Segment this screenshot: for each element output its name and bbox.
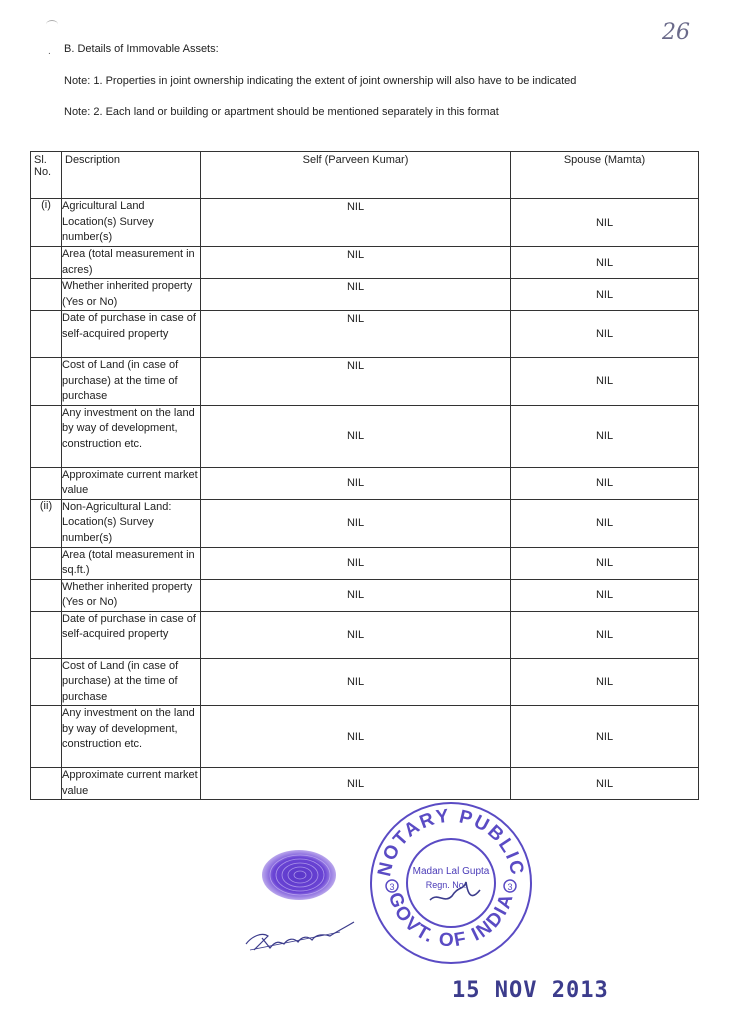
table-row xyxy=(31,706,699,768)
spouse-value-cell: NIL xyxy=(511,611,699,658)
description-cell: Cost of Land (in case of purchase) at the time of purchase xyxy=(62,658,201,706)
note-1: Note: 1. Properties in joint ownership indicating the extent of joint ownership will also have to be indicated xyxy=(64,75,577,87)
header-spouse: Spouse (Mamta) xyxy=(511,152,699,199)
sl-cell xyxy=(31,405,62,467)
svg-text:3: 3 xyxy=(389,882,395,892)
signature xyxy=(240,906,360,956)
sl-cell xyxy=(31,768,62,800)
header-sl: Sl. No. xyxy=(31,152,62,199)
description-cell: Agricultural Land Location(s) Survey number(s) xyxy=(62,199,201,247)
self-value-cell: NIL xyxy=(201,499,511,547)
self-value-cell: NIL xyxy=(201,405,511,467)
stamp-bottom-text: GOVT. OF INDIA xyxy=(383,889,519,952)
table-row xyxy=(31,358,699,406)
spouse-value-cell: NIL xyxy=(511,247,699,279)
table-row xyxy=(31,279,699,311)
stamp-top-text: NOTARY PUBLIC xyxy=(374,805,528,879)
spouse-value-cell: NIL xyxy=(511,467,699,499)
spouse-value-cell: NIL xyxy=(511,768,699,800)
bullet-dot: . xyxy=(48,46,51,57)
section-heading: B. Details of Immovable Assets: xyxy=(64,43,219,55)
table-row xyxy=(31,467,699,499)
self-value-cell: NIL xyxy=(201,311,511,358)
self-value-cell: NIL xyxy=(201,611,511,658)
table-row xyxy=(31,658,699,706)
svg-text:GOVT. OF INDIA xyxy=(384,890,518,951)
self-value-cell: NIL xyxy=(201,279,511,311)
self-value-cell: NIL xyxy=(201,658,511,706)
sl-cell xyxy=(31,279,62,311)
self-value-cell: NIL xyxy=(201,358,511,406)
table-row xyxy=(31,405,699,467)
sl-cell xyxy=(31,467,62,499)
sl-cell xyxy=(31,658,62,706)
page-number: 26 xyxy=(662,20,690,45)
sl-cell xyxy=(31,579,62,611)
table-row xyxy=(31,247,699,279)
description-cell: Any investment on the land by way of development, construction etc. xyxy=(62,706,201,768)
spouse-value-cell: NIL xyxy=(511,706,699,768)
self-value-cell: NIL xyxy=(201,768,511,800)
description-cell: Cost of Land (in case of purchase) at the time of purchase xyxy=(62,358,201,406)
table-row xyxy=(31,611,699,658)
table-row xyxy=(31,499,699,547)
description-cell: Whether inherited property (Yes or No) xyxy=(62,279,201,311)
spouse-value-cell: NIL xyxy=(511,579,699,611)
description-cell: Approximate current market value xyxy=(62,467,201,499)
sl-cell xyxy=(31,311,62,358)
notary-stamp xyxy=(368,800,534,966)
spouse-value-cell: NIL xyxy=(511,279,699,311)
table-row xyxy=(31,199,699,247)
self-value-cell: NIL xyxy=(201,247,511,279)
spouse-value-cell: NIL xyxy=(511,547,699,579)
stamp-regn: Regn. No. xyxy=(425,880,467,890)
self-value-cell: NIL xyxy=(201,706,511,768)
sl-cell xyxy=(31,611,62,658)
self-value-cell: NIL xyxy=(201,579,511,611)
date-stamp: 15 NOV 2013 xyxy=(452,978,609,1003)
description-cell: Area (total measurement in sq.ft.) xyxy=(62,547,201,579)
spouse-value-cell: NIL xyxy=(511,658,699,706)
thumb-impression xyxy=(260,848,338,902)
sl-cell xyxy=(31,547,62,579)
header-self: Self (Parveen Kumar) xyxy=(201,152,511,199)
sl-cell xyxy=(31,706,62,768)
description-cell: Date of purchase in case of self-acquired property xyxy=(62,611,201,658)
table-row xyxy=(31,579,699,611)
table-header-row xyxy=(31,152,699,199)
spouse-value-cell: NIL xyxy=(511,358,699,406)
self-value-cell: NIL xyxy=(201,467,511,499)
description-cell: Area (total measurement in acres) xyxy=(62,247,201,279)
description-cell: Approximate current market value xyxy=(62,768,201,800)
spouse-value-cell: NIL xyxy=(511,199,699,247)
description-cell: Whether inherited property (Yes or No) xyxy=(62,579,201,611)
self-value-cell: NIL xyxy=(201,199,511,247)
table-row xyxy=(31,311,699,358)
immovable-assets-table xyxy=(30,151,699,800)
description-cell: Non-Agricultural Land: Location(s) Survey number(s) xyxy=(62,499,201,547)
svg-text:3: 3 xyxy=(507,882,513,892)
spouse-value-cell: NIL xyxy=(511,499,699,547)
description-cell: Any investment on the land by way of development, construction etc. xyxy=(62,405,201,467)
self-value-cell: NIL xyxy=(201,547,511,579)
spouse-value-cell: NIL xyxy=(511,405,699,467)
table-row xyxy=(31,768,699,800)
sl-cell xyxy=(31,358,62,406)
sl-cell: (i) xyxy=(31,199,62,247)
spouse-value-cell: NIL xyxy=(511,311,699,358)
description-cell: Date of purchase in case of self-acquired property xyxy=(62,311,201,358)
table-row xyxy=(31,547,699,579)
header-description: Description xyxy=(62,152,201,199)
table-body xyxy=(31,199,699,800)
corner-mark xyxy=(46,20,58,29)
sl-cell: (ii) xyxy=(31,499,62,547)
stamp-name: Madan Lal Gupta xyxy=(412,866,490,877)
note-2: Note: 2. Each land or building or apartment should be mentioned separately in this format xyxy=(64,106,499,118)
sl-cell xyxy=(31,247,62,279)
